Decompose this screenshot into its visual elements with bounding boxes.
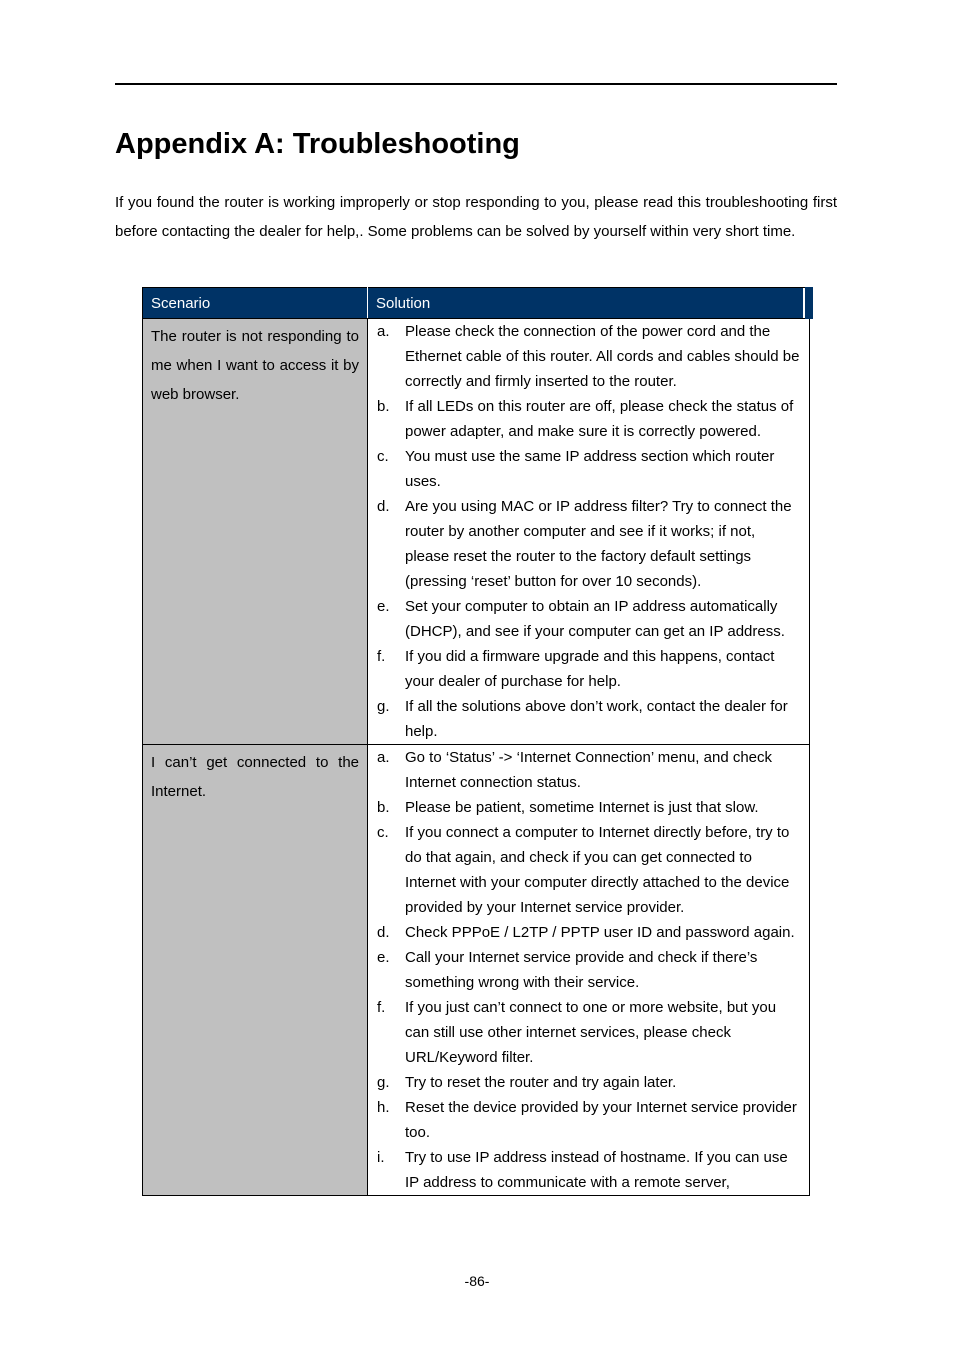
list-item	[377, 319, 801, 394]
list-item-letter: f.	[377, 648, 386, 665]
list-item-text: Check PPPoE / L2TP / PPTP user ID and password again.	[405, 924, 795, 941]
scenario-cell: The router is not responding to me when I want to access it by web browser.	[143, 319, 368, 745]
list-item-text: Try to reset the router and try again later.	[405, 1074, 677, 1091]
scenario-column-header: Scenario	[143, 288, 368, 319]
solution-list	[377, 745, 801, 1195]
list-item	[377, 594, 801, 644]
list-item-text: You must use the same IP address section which router uses.	[405, 448, 775, 490]
list-item	[377, 1145, 801, 1195]
list-item-text: Reset the device provided by your Internet service provider too.	[405, 1099, 797, 1141]
solution-column-header: Solution	[368, 288, 810, 319]
list-item-text: Please be patient, sometime Internet is just that slow.	[405, 799, 759, 816]
list-item-text: If you just can’t connect to one or more website, but you can still use other internet services, please check URL/Keyword filter.	[405, 999, 777, 1066]
solution-cell	[368, 319, 810, 745]
list-item	[377, 745, 801, 795]
list-item-letter: c.	[377, 824, 389, 841]
list-item-text: Set your computer to obtain an IP address automatically (DHCP), and see if your computer can get an IP address.	[405, 598, 785, 640]
list-item-letter: e.	[377, 949, 390, 966]
scenario-cell: I can’t get connected to the Internet.	[143, 745, 368, 1196]
list-item	[377, 494, 801, 594]
list-item-text: Try to use IP address instead of hostname. If you can use IP address to communicate with a remote server,	[405, 1149, 788, 1191]
list-item	[377, 644, 801, 694]
list-item-letter: g.	[377, 698, 390, 715]
table-row	[143, 319, 810, 745]
table-header-row	[143, 288, 810, 319]
table-row	[143, 745, 810, 1196]
list-item	[377, 945, 801, 995]
list-item-letter: a.	[377, 323, 390, 340]
intro-paragraph: If you found the router is working improperly or stop responding to you, please read this troubleshooting first before contacting the dealer for help,. Some problems can be solved by yourself within very short time.	[115, 194, 837, 240]
list-item	[377, 444, 801, 494]
list-item-letter: f.	[377, 999, 386, 1016]
list-item	[377, 1070, 801, 1095]
solution-cell	[368, 745, 810, 1196]
page-number: -86-	[464, 1273, 490, 1289]
page-title: Appendix A: Troubleshooting	[115, 128, 520, 160]
list-item	[377, 995, 801, 1070]
top-rule	[115, 83, 837, 85]
list-item	[377, 1095, 801, 1145]
list-item	[377, 694, 801, 744]
list-item-text: If all LEDs on this router are off, please check the status of power adapter, and make sure it is correctly powered.	[405, 398, 794, 440]
list-item-letter: e.	[377, 598, 390, 615]
list-item-text: Are you using MAC or IP address filter? Try to connect the router by another computer and see if it works; if not, please reset the router to the factory default settings (pressing ‘reset’ button for over 10 seconds).	[405, 498, 792, 590]
list-item	[377, 394, 801, 444]
list-item-text: If you connect a computer to Internet directly before, try to do that again, and check if you can get connected to Internet with your computer directly attached to the device provided by your Internet service provider.	[405, 824, 790, 916]
list-item-text: If you did a firmware upgrade and this happens, contact your dealer of purchase for help.	[405, 648, 775, 690]
list-item	[377, 795, 801, 820]
list-item-text: If all the solutions above don’t work, contact the dealer for help.	[405, 698, 788, 740]
troubleshooting-table	[142, 287, 813, 1196]
list-item-letter: c.	[377, 448, 389, 465]
list-item-letter: h.	[377, 1099, 390, 1116]
list-item-letter: g.	[377, 1074, 390, 1091]
list-item-letter: i.	[377, 1149, 385, 1166]
list-item-letter: a.	[377, 749, 390, 766]
list-item-letter: b.	[377, 398, 390, 415]
list-item	[377, 820, 801, 920]
list-item-text: Go to ‘Status’ -> ‘Internet Connection’ menu, and check Internet connection status.	[405, 749, 773, 791]
list-item-text: Call your Internet service provide and check if there’s something wrong with their service.	[405, 949, 758, 991]
list-item-letter: d.	[377, 924, 390, 941]
list-item-text: Please check the connection of the power cord and the Ethernet cable of this router. All cords and cables should be correctly and firmly inserted to the router.	[405, 323, 800, 390]
list-item-letter: b.	[377, 799, 390, 816]
list-item	[377, 920, 801, 945]
list-item-letter: d.	[377, 498, 390, 515]
solution-list	[377, 319, 801, 744]
